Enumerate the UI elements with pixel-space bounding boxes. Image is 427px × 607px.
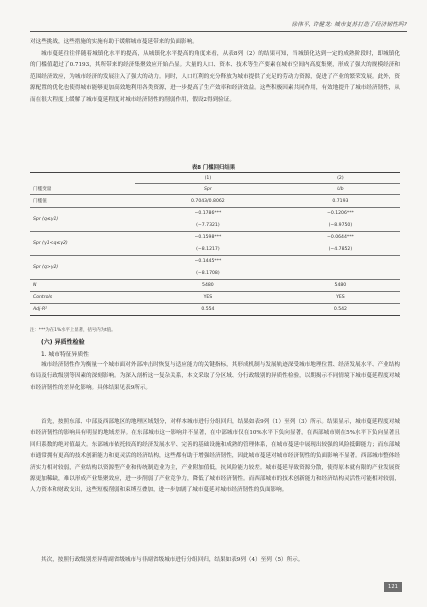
row-label: Adj-R² <box>30 304 135 316</box>
row-label: 门槛值 <box>30 195 135 208</box>
paragraph: 城市经济韧性作为衡量一个城市面对外部冲击时恢复与适应能力的关键指标，其形成机制与发展轨迹深受城市地理位置、经济发展水平、产业结构布局及行政级别等因素的深刻影响。为深入剖析这一复杂关系，本文采取了分区域、分行政级别的异质性检验，以期揭示不同情境下城市蔓延程度对城市经济韧性的差异化影响。具体结果见表9所示。 <box>30 362 400 391</box>
cell: 0.554 <box>135 304 281 316</box>
subsection-title: 1. 城市特征异质性 <box>41 352 89 358</box>
cell-se <box>281 268 400 280</box>
header-label: 门槛变量 <box>33 186 52 192</box>
page-number: 121 <box>384 582 402 592</box>
threshold-regression-table <box>30 172 400 316</box>
col-number: (1) <box>135 173 281 184</box>
running-header: 徐伟平, 许健龙: 城市复苏打造了经济韧性吗? <box>291 22 407 28</box>
cell-se: (−8.1217) <box>196 246 220 252</box>
cell: −0.1445*** <box>135 256 281 268</box>
paragraph: 其次，按照行政级别差异将副省级城市与非副省级城市进行分组回归，结果如表9列（4）至列（5）所示。 <box>41 557 304 563</box>
cell: −0.1206*** <box>281 208 400 220</box>
row-label: Controls <box>30 292 135 304</box>
section-title: (六) 异质性检验 <box>41 339 85 346</box>
paragraph: 城市蔓延往往伴随着城镇化水平的提高，从城镇化水平提高的角度来看，从表8列（2）的结果可知，当城镇化达到一定的成熟阶段时，即城镇化的门槛值超过了0.7193，其所带来的经济集聚效应开始凸显。大量的人口、资本、技术等生产要素在城市空间内高度集聚，形成了强大的规模经济和范围经济效应，为城市经济的发展注入了强大的动力。同时，人口红利的充分释放为城市提供了充足的劳动力资源，促进了产业的繁荣发展。此外，资源配置的优化也使得城市能够更加高效地利用各类资源，进一步提高了生产效率和经济效益。这些积极因素共同作用，有效地提升了城市经济韧性，从而在很大程度上缓解了城市蔓延程度对城市经济韧性的削弱作用，假设2得到验证。 <box>30 51 400 103</box>
cell: YES <box>281 292 400 304</box>
cell-se: (−8.1708) <box>196 270 220 276</box>
cell: 5480 <box>135 280 281 292</box>
paragraph: 首先，按照东部、中部及西部地区的地理区域划分，对样本城市进行分组回归，结果如表9列（1）至列（3）所示。结果显示，城市蔓延程度对城市经济韧性的影响具有明显的地域差异。在东部城市这一影响并不显著，在中部城市仅在10%水平下负向显著，在西部城市则在5%水平下负向显著且回归系数的绝对值最大。东部城市依托较高的经济发展水平、完善的基础设施和成熟的管理体系，在城市蔓延中展现出较强的风险抵御能力；而东部城市通常拥有更高的技术创新能力和更灵活的经济结构，这些都有助于增强经济韧性，因此城市蔓延对城市经济韧性的负面影响不显著。西部城市整体经济实力相对较弱，产业结构以资源型产业和传统制造业为主，产业附加值低，抗风险能力较差。城市蔓延导致资源分散，使得原本就有限的产业发展资源更加稀缺，难以形成产业集聚效应，进一步削弱了产业竞争力，降低了城市经济韧性。而西部城市的技术创新能力和经济结构灵活性可能相对较弱，人力资本和财政支出，这些短板削弱和束缚互叠加，进一步加剧了城市蔓延对城市经济韧性的负面影响。 <box>30 419 400 494</box>
cell-se: (−8.9750) <box>328 222 353 228</box>
cell: 0.7043/0.8062 <box>135 195 281 208</box>
col-var: Ub <box>281 184 400 195</box>
col-number: (2) <box>281 173 400 184</box>
table-note: 注：***为在1%水平上显著，括号内为t值。 <box>30 328 116 333</box>
cell: 0.7193 <box>281 195 400 208</box>
cell: 0.542 <box>281 304 400 316</box>
row-label: Spr (γ1<q≤γ2) <box>30 232 135 256</box>
row-label: Spr (q≤γ1) <box>30 208 135 232</box>
col-var: Spr <box>135 184 281 195</box>
row-label: Spr (q>γ2) <box>30 256 135 280</box>
cell-se: (−4.7852) <box>328 246 353 252</box>
table-header-empty <box>30 173 135 184</box>
paragraph: 对这些挑战，这些措施的实施有助于缓解城市蔓延带来的负面影响。 <box>30 39 198 45</box>
row-label: N <box>30 280 135 292</box>
header-rule <box>30 31 407 32</box>
cell: YES <box>135 292 281 304</box>
cell: −0.0644*** <box>281 232 400 244</box>
cell <box>281 256 400 268</box>
cell: −0.1786*** <box>135 208 281 220</box>
cell: −0.1598*** <box>135 232 281 244</box>
cell-se: (−7.7321) <box>196 222 220 228</box>
table-title: 表8 门槛回归结果 <box>191 165 236 171</box>
cell: 5480 <box>281 280 400 292</box>
